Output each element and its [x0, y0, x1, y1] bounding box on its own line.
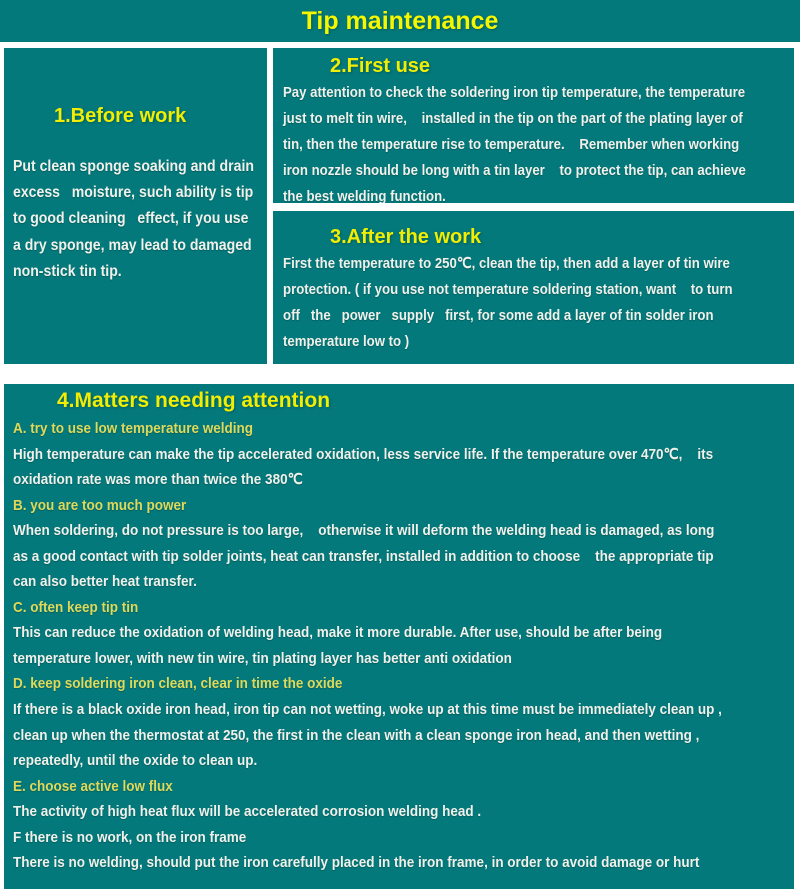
attention-item	[13, 671, 794, 773]
first-use-heading: 2.First use	[330, 55, 431, 77]
attention-item-body: This can reduce the oxidation of welding head, make it more durable. After use, should be after being temperature lower, with new tin wire, tin plating layer has better anti oxidation	[13, 624, 663, 667]
attention-heading: 4.Matters needing attention	[57, 389, 331, 412]
attention-item-label: F there is no work, on the iron frame	[13, 828, 247, 846]
attention-item-label: A. try to use low temperature welding	[13, 420, 254, 437]
panel-attention	[4, 384, 794, 889]
panel-after-work	[273, 211, 794, 364]
attention-item	[13, 493, 794, 595]
page-title: Tip maintenance	[301, 7, 499, 35]
attention-list	[13, 416, 794, 876]
attention-item-label: B. you are too much power	[13, 496, 187, 514]
attention-item-body: The activity of high heat flux will be accelerated corrosion welding head .	[13, 803, 482, 821]
before-work-heading: 1.Before work	[54, 105, 187, 127]
after-work-heading: 3.After the work	[330, 226, 482, 248]
attention-item-label: E. choose active low flux	[13, 777, 173, 795]
panel-before-work	[4, 48, 267, 364]
attention-item	[13, 825, 794, 876]
attention-item	[13, 595, 794, 672]
before-work-body: Put clean sponge soaking and drain excess moisture, such ability is tip to good cleaning effect, if you use a dry sponge, may lead to damaged non-stick tin tip.	[13, 158, 254, 280]
first-use-body: Pay attention to check the soldering iron tip temperature, the temperature just to melt tin wire, installed in the tip on the part of the plating layer of tin, then the temperature rise to temperature. Remember when working iron nozzle should be long with a tin layer to protect the tip, can achieve the best welding function.	[283, 84, 746, 203]
attention-item	[13, 774, 794, 825]
attention-item	[13, 416, 794, 493]
attention-item-body: High temperature can make the tip accelerated oxidation, less service life. If the temperature over 470℃, its oxidation rate was more than twice the 380℃	[13, 445, 714, 489]
attention-item-body: If there is a black oxide iron head, iron tip can not wetting, woke up at this time must be immediately clean up , clean up when the thermostat at 250, the first in the clean with a clean sponge iron head, and then wetting , repeatedly, until the oxide to clean up.	[13, 701, 722, 770]
attention-item-label: C. often keep tip tin	[13, 598, 139, 616]
attention-item-body: When soldering, do not pressure is too large, otherwise it will deform the welding head is damaged, as long as a good contact with tip solder joints, heat can transfer, installed in addition to choose the appropriate tip can also better heat transfer.	[13, 522, 715, 591]
panel-first-use	[273, 48, 794, 203]
attention-item-body: There is no welding, should put the iron carefully placed in the iron frame, in order to avoid damage or hurt	[13, 854, 700, 872]
attention-item-label: D. keep soldering iron clean, clear in time the oxide	[13, 675, 343, 693]
title-bar	[0, 0, 800, 42]
after-work-body: First the temperature to 250℃, clean the tip, then add a layer of tin wire protection. ( if you use not temperature soldering station, want to turn off the power supply first, for some add a layer of tin solder iron temperature low to )	[283, 255, 733, 350]
